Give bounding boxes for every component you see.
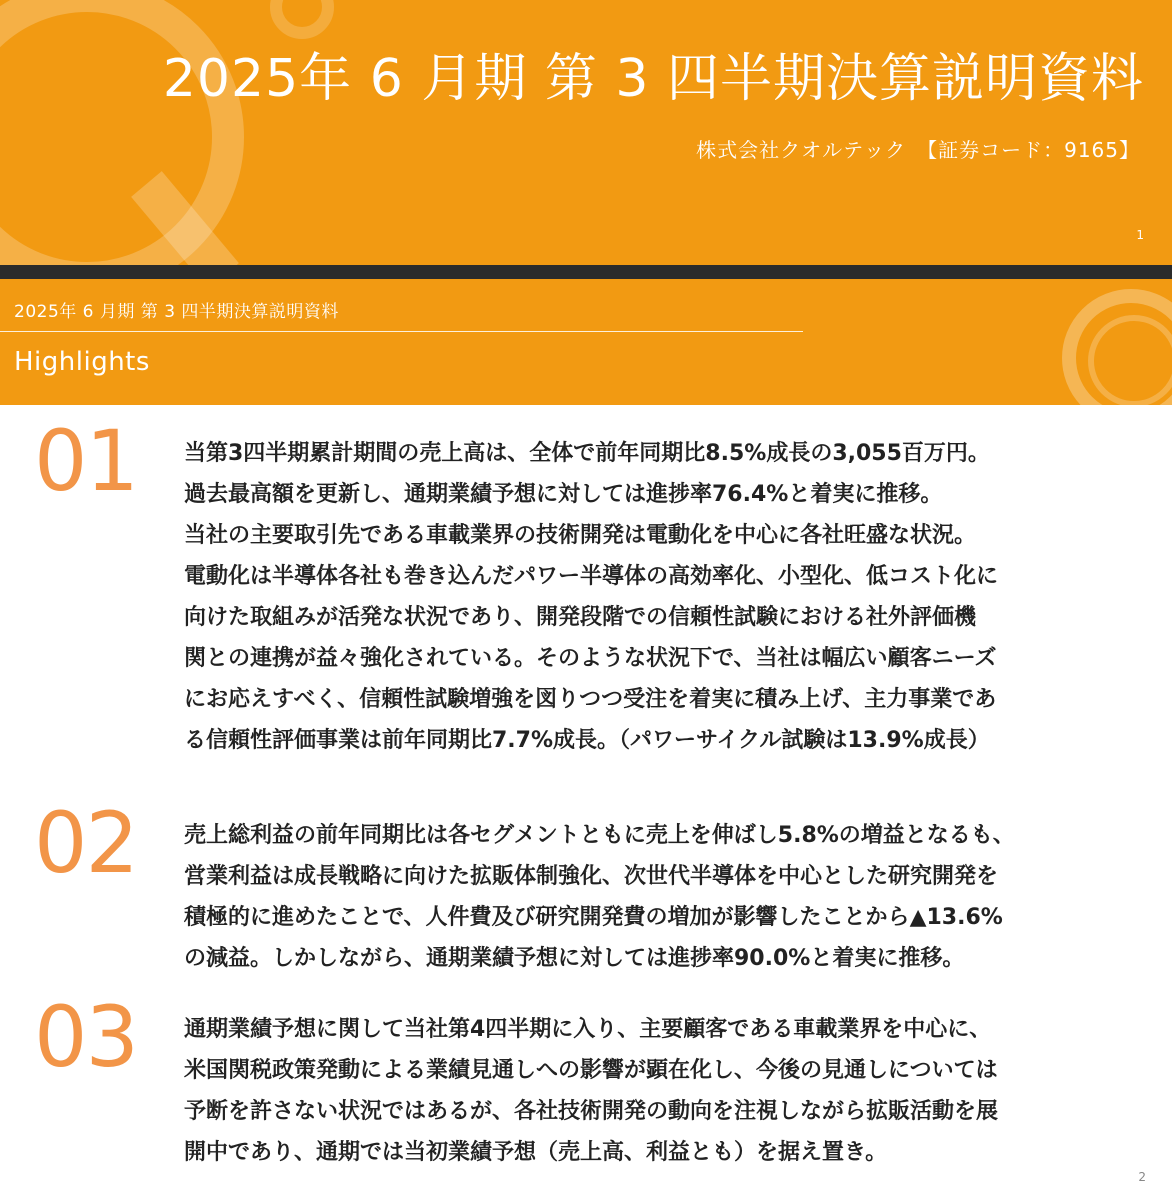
highlight-number: 01: [34, 412, 137, 510]
highlight-line: 過去最高額を更新し、通期業績予想に対しては進捗率76.4%と着実に推移。: [184, 482, 943, 507]
highlight-line: 開中であり、通期では当初業績予想（売上高、利益とも）を据え置き。: [184, 1140, 888, 1165]
q-logo-small-decoration: [270, 0, 334, 39]
section-title: Highlights: [14, 347, 150, 377]
highlights-header: [0, 279, 1172, 405]
highlight-line: 向けた取組みが活発な状況であり、開発段階での信頼性試験における社外評価機: [184, 605, 977, 630]
slide-divider: [0, 265, 1172, 279]
highlight-line: 積極的に進めたことで、人件費及び研究開発費の増加が影響したことから▲13.6%: [184, 905, 1003, 930]
highlight-number: 02: [34, 794, 137, 892]
highlight-line: る信頼性評価事業は前年同期比7.7%成長。（パワーサイクル試験は13.9%成長）: [184, 728, 990, 753]
highlight-line: 当第3四半期累計期間の売上高は、全体で前年同期比8.5%成長の3,055百万円。: [184, 441, 990, 466]
highlight-text: [184, 815, 1144, 979]
highlight-line: 米国関税政策発動による業績見通しへの影響が顕在化し、今後の見通しについては: [184, 1058, 998, 1083]
highlight-text: [184, 433, 1144, 761]
highlight-line: の減益。しかしながら、通期業績予想に対しては進捗率90.0%と着実に推移。: [184, 946, 965, 971]
highlight-line: 売上総利益の前年同期比は各セグメントともに売上を伸ばし5.8%の増益となるも、: [184, 823, 1015, 848]
company-name: 株式会社クオルテック 【証券コード：9165】: [696, 138, 1140, 162]
header-subtitle: 2025年 6 月期 第 3 四半期決算説明資料: [14, 302, 339, 322]
highlight-text: [184, 1009, 1144, 1173]
highlight-line: 関との連携が益々強化されている。そのような状況下で、当社は幅広い顧客ニーズ: [184, 646, 997, 671]
highlight-line: 当社の主要取引先である車載業界の技術開発は電動化を中心に各社旺盛な状況。: [184, 523, 977, 548]
title-slide: [0, 0, 1172, 265]
highlights-body: [0, 405, 1172, 1200]
page-number: 1: [1136, 228, 1144, 242]
q-logo-inner-ring-decoration: [1088, 315, 1172, 405]
slide-title: 2025年 6 月期 第 3 四半期決算説明資料: [162, 49, 1144, 109]
header-rule: [0, 331, 803, 332]
highlight-number: 03: [34, 988, 137, 1086]
page-number: 2: [1138, 1170, 1146, 1184]
highlight-line: 予断を許さない状況ではあるが、各社技術開発の動向を注視しながら拡販活動を展: [184, 1099, 999, 1124]
highlight-line: 営業利益は成長戦略に向けた拡販体制強化、次世代半導体を中心とした研究開発を: [184, 864, 999, 889]
highlight-line: 電動化は半導体各社も巻き込んだパワー半導体の高効率化、小型化、低コスト化に: [184, 564, 999, 589]
highlight-line: にお応えすべく、信頼性試験増強を図りつつ受注を着実に積み上げ、主力事業であ: [184, 687, 997, 712]
highlight-line: 通期業績予想に関して当社第4四半期に入り、主要顧客である車載業界を中心に、: [184, 1017, 992, 1042]
